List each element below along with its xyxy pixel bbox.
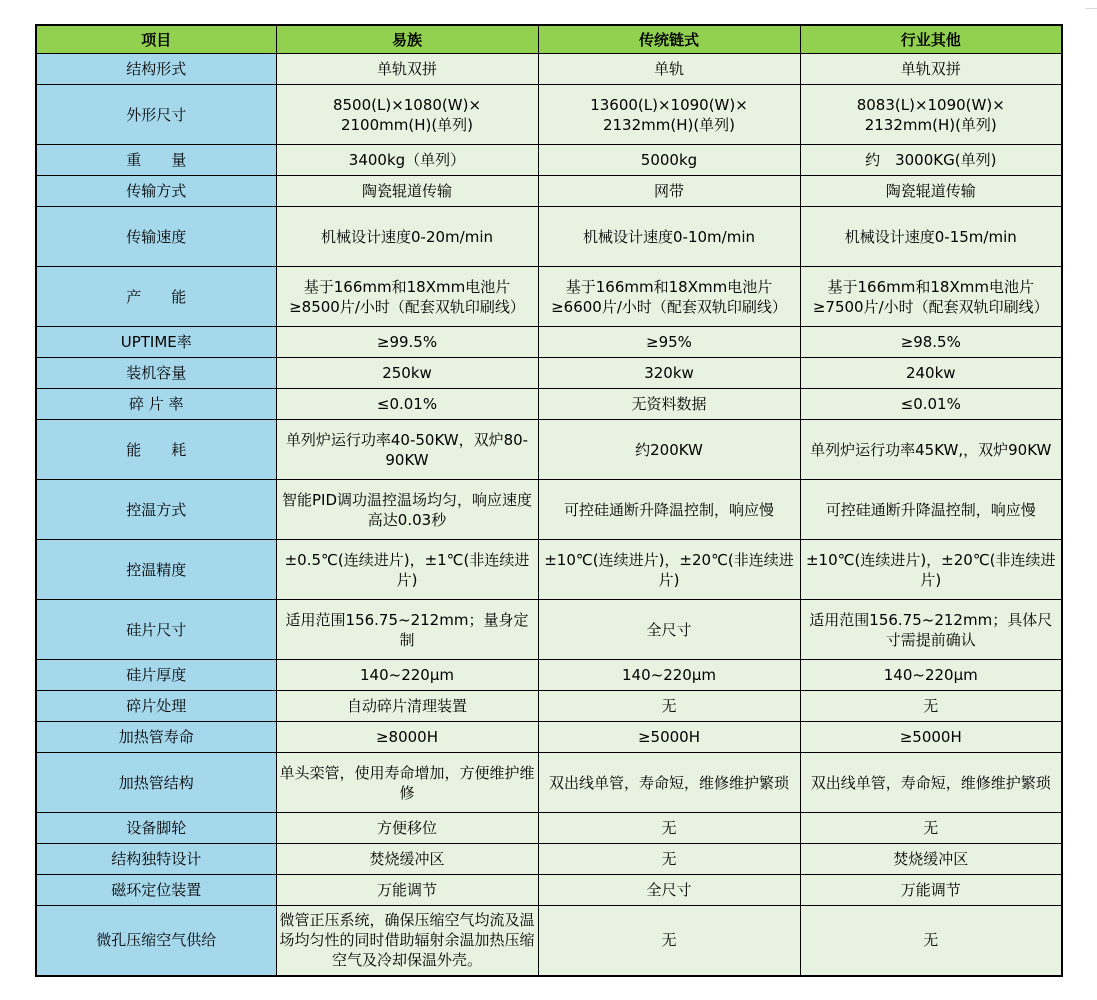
cell-other: 单列炉运行功率45KW,，双炉90KW bbox=[800, 420, 1062, 480]
cell-traditional: ≥95% bbox=[538, 327, 800, 358]
cell-traditional: 可控硅通断升降温控制，响应慢 bbox=[538, 480, 800, 540]
comparison-table bbox=[35, 24, 1063, 977]
cell-yizu: 焚烧缓冲区 bbox=[276, 844, 538, 875]
cell-other: 无 bbox=[800, 906, 1062, 976]
cell-traditional: ±10℃(连续进片)，±20℃(非连续进片) bbox=[538, 540, 800, 600]
table-row bbox=[36, 480, 1062, 540]
cell-other: ≥5000H bbox=[800, 722, 1062, 753]
row-label: 加热管结构 bbox=[36, 753, 276, 813]
table-row bbox=[36, 844, 1062, 875]
table-row bbox=[36, 691, 1062, 722]
cell-other: 无 bbox=[800, 813, 1062, 844]
cell-yizu: 8500(L)×1080(W)× 2100mm(H)(单列) bbox=[276, 85, 538, 145]
cell-other: 单轨双拼 bbox=[800, 54, 1062, 85]
top-right-rule bbox=[1085, 8, 1097, 9]
cell-other: 万能调节 bbox=[800, 875, 1062, 906]
row-label: 控温精度 bbox=[36, 540, 276, 600]
cell-other: ±10℃(连续进片)，±20℃(非连续进片) bbox=[800, 540, 1062, 600]
table-row bbox=[36, 145, 1062, 176]
table-row bbox=[36, 176, 1062, 207]
table-row bbox=[36, 54, 1062, 85]
cell-yizu: 智能PID调功温控温场均匀，响应速度高达0.03秒 bbox=[276, 480, 538, 540]
cell-other: 140~220μm bbox=[800, 660, 1062, 691]
cell-yizu: 3400kg（单列） bbox=[276, 145, 538, 176]
row-label: 外形尺寸 bbox=[36, 85, 276, 145]
table-row bbox=[36, 420, 1062, 480]
cell-other: 约 3000KG(单列) bbox=[800, 145, 1062, 176]
cell-yizu: 机械设计速度0-20m/min bbox=[276, 207, 538, 267]
row-label: 重 量 bbox=[36, 145, 276, 176]
row-label: 硅片厚度 bbox=[36, 660, 276, 691]
cell-traditional: 全尺寸 bbox=[538, 600, 800, 660]
cell-traditional: 机械设计速度0-10m/min bbox=[538, 207, 800, 267]
row-label: 能 耗 bbox=[36, 420, 276, 480]
cell-yizu: 微管正压系统，确保压缩空气均流及温场均匀性的同时借助辐射余温加热压缩空气及冷却保温外壳。 bbox=[276, 906, 538, 976]
row-label: UPTIME率 bbox=[36, 327, 276, 358]
cell-yizu: 方便移位 bbox=[276, 813, 538, 844]
cell-other: 双出线单管，寿命短，维修维护繁琐 bbox=[800, 753, 1062, 813]
table-row bbox=[36, 660, 1062, 691]
cell-yizu: 适用范围156.75~212mm；量身定制 bbox=[276, 600, 538, 660]
table-row bbox=[36, 267, 1062, 327]
table-row bbox=[36, 85, 1062, 145]
cell-yizu: ≥8000H bbox=[276, 722, 538, 753]
cell-yizu: 单列炉运行功率40-50KW，双炉80-90KW bbox=[276, 420, 538, 480]
cell-traditional: 单轨 bbox=[538, 54, 800, 85]
row-label: 硅片尺寸 bbox=[36, 600, 276, 660]
row-label: 磁环定位装置 bbox=[36, 875, 276, 906]
cell-other: 陶瓷辊道传输 bbox=[800, 176, 1062, 207]
cell-yizu: ±0.5℃(连续进片)，±1℃(非连续进片) bbox=[276, 540, 538, 600]
cell-traditional: 无 bbox=[538, 813, 800, 844]
table-row bbox=[36, 906, 1062, 976]
table-row bbox=[36, 358, 1062, 389]
table-row bbox=[36, 813, 1062, 844]
cell-other: ≤0.01% bbox=[800, 389, 1062, 420]
cell-other: 适用范围156.75~212mm；具体尺寸需提前确认 bbox=[800, 600, 1062, 660]
cell-other: 基于166mm和18Xmm电池片≥7500片/小时（配套双轨印刷线） bbox=[800, 267, 1062, 327]
row-label: 设备脚轮 bbox=[36, 813, 276, 844]
cell-traditional: 无 bbox=[538, 691, 800, 722]
cell-yizu: 陶瓷辊道传输 bbox=[276, 176, 538, 207]
row-label: 传输方式 bbox=[36, 176, 276, 207]
cell-traditional: ≥5000H bbox=[538, 722, 800, 753]
table-row bbox=[36, 875, 1062, 906]
table-row bbox=[36, 327, 1062, 358]
header-yizu: 易族 bbox=[276, 25, 538, 54]
row-label: 碎 片 率 bbox=[36, 389, 276, 420]
row-label: 传输速度 bbox=[36, 207, 276, 267]
table-row bbox=[36, 389, 1062, 420]
row-label: 产 能 bbox=[36, 267, 276, 327]
table-row bbox=[36, 722, 1062, 753]
cell-other: 可控硅通断升降温控制，响应慢 bbox=[800, 480, 1062, 540]
table-row bbox=[36, 540, 1062, 600]
row-label: 结构形式 bbox=[36, 54, 276, 85]
cell-other: 240kw bbox=[800, 358, 1062, 389]
cell-yizu: 单轨双拼 bbox=[276, 54, 538, 85]
row-label: 控温方式 bbox=[36, 480, 276, 540]
cell-traditional: 140~220μm bbox=[538, 660, 800, 691]
header-item: 项目 bbox=[36, 25, 276, 54]
cell-other: ≥98.5% bbox=[800, 327, 1062, 358]
cell-traditional: 无 bbox=[538, 906, 800, 976]
row-label: 碎片处理 bbox=[36, 691, 276, 722]
cell-yizu: 自动碎片清理装置 bbox=[276, 691, 538, 722]
cell-traditional: 13600(L)×1090(W)× 2132mm(H)(单列) bbox=[538, 85, 800, 145]
cell-traditional: 基于166mm和18Xmm电池片≥6600片/小时（配套双轨印刷线） bbox=[538, 267, 800, 327]
header-industry-other: 行业其他 bbox=[800, 25, 1062, 54]
cell-traditional: 320kw bbox=[538, 358, 800, 389]
header-traditional-chain: 传统链式 bbox=[538, 25, 800, 54]
cell-traditional: 5000kg bbox=[538, 145, 800, 176]
cell-traditional: 全尺寸 bbox=[538, 875, 800, 906]
cell-traditional: 无资料数据 bbox=[538, 389, 800, 420]
table-row bbox=[36, 207, 1062, 267]
cell-other: 焚烧缓冲区 bbox=[800, 844, 1062, 875]
row-label: 装机容量 bbox=[36, 358, 276, 389]
cell-yizu: 250kw bbox=[276, 358, 538, 389]
cell-yizu: 万能调节 bbox=[276, 875, 538, 906]
cell-other: 8083(L)×1090(W)× 2132mm(H)(单列) bbox=[800, 85, 1062, 145]
cell-other: 无 bbox=[800, 691, 1062, 722]
cell-yizu: 140~220μm bbox=[276, 660, 538, 691]
cell-traditional: 网带 bbox=[538, 176, 800, 207]
header-row bbox=[36, 25, 1062, 54]
row-label: 微孔压缩空气供给 bbox=[36, 906, 276, 976]
cell-other: 机械设计速度0-15m/min bbox=[800, 207, 1062, 267]
row-label: 加热管寿命 bbox=[36, 722, 276, 753]
table-row bbox=[36, 600, 1062, 660]
cell-yizu: 单头栾管，使用寿命增加，方便维护维修 bbox=[276, 753, 538, 813]
cell-yizu: ≤0.01% bbox=[276, 389, 538, 420]
cell-yizu: ≥99.5% bbox=[276, 327, 538, 358]
cell-traditional: 约200KW bbox=[538, 420, 800, 480]
cell-traditional: 无 bbox=[538, 844, 800, 875]
cell-yizu: 基于166mm和18Xmm电池片≥8500片/小时（配套双轨印刷线） bbox=[276, 267, 538, 327]
table-row bbox=[36, 753, 1062, 813]
cell-traditional: 双出线单管，寿命短，维修维护繁琐 bbox=[538, 753, 800, 813]
row-label: 结构独特设计 bbox=[36, 844, 276, 875]
